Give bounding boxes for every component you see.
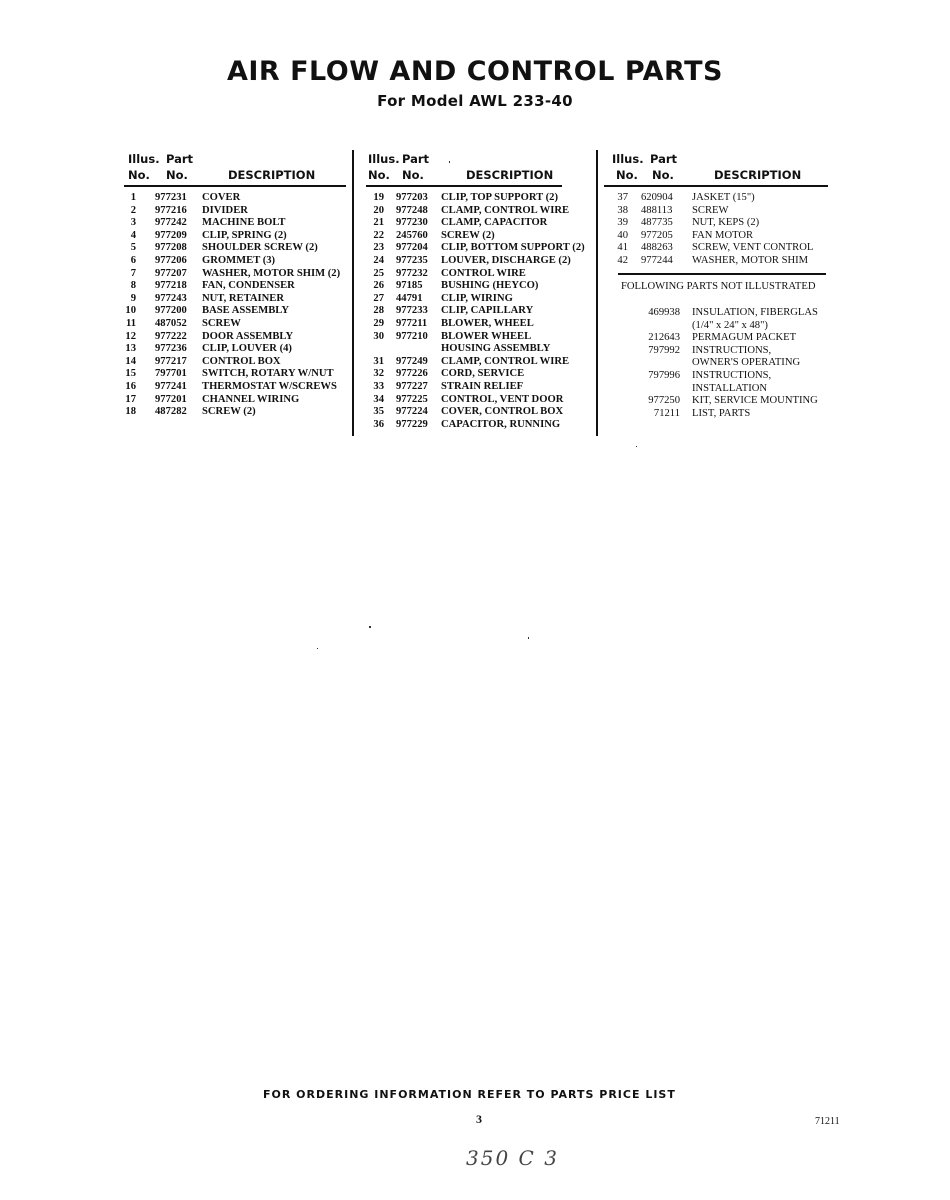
- part-description: CONTROL, VENT DOOR: [441, 393, 564, 405]
- part-description: INSTRUCTIONS,: [692, 369, 772, 381]
- part-description: BLOWER, WHEEL: [441, 317, 534, 329]
- parts-row: [124, 331, 350, 344]
- part-number: 977206: [155, 254, 187, 266]
- header-rule: [124, 185, 346, 187]
- parts-row: [362, 381, 594, 394]
- part-number: 97185: [396, 280, 423, 292]
- part-description: SCREW: [692, 204, 729, 216]
- parts-row: [608, 332, 830, 345]
- part-description: KIT, SERVICE MOUNTING: [692, 395, 818, 407]
- illus-number: 5: [130, 242, 136, 254]
- part-number: 977232: [396, 267, 428, 279]
- parts-row: [608, 370, 830, 383]
- part-number: 488263: [641, 242, 673, 254]
- part-number: 487282: [155, 406, 187, 418]
- part-description: CLIP, WIRING: [441, 292, 513, 304]
- part-description: OWNER'S OPERATING: [692, 357, 801, 369]
- part-number: 469938: [648, 307, 680, 318]
- illus-number: 16: [125, 380, 136, 392]
- parts-row: [124, 343, 350, 356]
- illus-label: Illus.: [128, 152, 160, 166]
- part-description: SCREW, VENT CONTROL: [692, 242, 814, 254]
- parts-row: [362, 305, 594, 318]
- parts-row: [124, 192, 350, 205]
- parts-row: [608, 357, 830, 370]
- part-description: CORD, SERVICE: [441, 368, 525, 380]
- parts-row: [608, 242, 828, 255]
- section-rule: [618, 273, 826, 275]
- illus-number: 42: [617, 254, 628, 266]
- part-description: CLAMP, CONTROL WIRE: [441, 204, 570, 216]
- illus-number: 29: [373, 317, 384, 329]
- column-divider: [596, 150, 598, 436]
- parts-row: [362, 318, 594, 331]
- part-description: PERMAGUM PACKET: [692, 332, 797, 344]
- part-number: 977204: [396, 242, 428, 254]
- part-description: CLIP, CAPILLARY: [441, 305, 534, 317]
- scan-speck: [636, 446, 637, 447]
- illus-number: 27: [373, 292, 384, 304]
- parts-row: [362, 368, 594, 381]
- parts-row: [608, 307, 830, 320]
- part-number: 977242: [155, 217, 187, 229]
- parts-row: [124, 217, 350, 230]
- illus-number: 28: [373, 305, 384, 317]
- no-label: No.: [652, 168, 674, 182]
- description-label: DESCRIPTION: [228, 168, 316, 182]
- part-description: CLIP, LOUVER (4): [202, 343, 292, 355]
- parts-row: [362, 331, 594, 344]
- illus-number: 11: [125, 317, 136, 329]
- part-number: 797996: [648, 369, 680, 381]
- part-description: SCREW: [202, 317, 241, 329]
- part-number: 977222: [155, 330, 187, 342]
- part-number: 977200: [155, 305, 187, 317]
- parts-row: [362, 419, 594, 432]
- part-description: CLAMP, CONTROL WIRE: [441, 355, 570, 367]
- parts-row: [124, 318, 350, 331]
- illus-number: 10: [125, 305, 136, 317]
- parts-row: [124, 242, 350, 255]
- document-code: 71211: [815, 1116, 840, 1127]
- part-number: 977235: [396, 254, 428, 266]
- parts-column-2: [362, 192, 594, 431]
- illus-label: Illus.: [368, 152, 400, 166]
- part-number: 977250: [648, 395, 680, 407]
- parts-row: [362, 406, 594, 419]
- parts-row: [124, 293, 350, 306]
- illus-number: 7: [130, 267, 136, 279]
- part-number: 977230: [396, 217, 428, 229]
- illus-number: 3: [130, 217, 136, 229]
- part-label: Part: [166, 152, 194, 166]
- illus-number: 38: [617, 204, 628, 216]
- part-number: 977203: [396, 192, 428, 203]
- part-number: 977205: [641, 229, 673, 241]
- parts-row: [124, 356, 350, 369]
- part-number: 977229: [396, 418, 428, 430]
- no-label: No.: [616, 168, 638, 182]
- part-number: 977233: [396, 305, 428, 317]
- part-description: LOUVER, DISCHARGE (2): [441, 254, 571, 266]
- scan-speck: [317, 648, 318, 649]
- part-number: 977207: [155, 267, 187, 279]
- description-label: DESCRIPTION: [714, 168, 802, 182]
- part-number: 977243: [155, 292, 187, 304]
- parts-row: [362, 280, 594, 293]
- not-illustrated-list: [608, 307, 830, 420]
- part-description: SHOULDER SCREW (2): [202, 242, 318, 254]
- no-label: No.: [166, 168, 188, 182]
- illus-number: 6: [130, 254, 136, 266]
- parts-row: [124, 280, 350, 293]
- part-label: Part: [402, 152, 430, 166]
- part-description: DIVIDER: [202, 204, 248, 216]
- illus-number: 4: [130, 229, 136, 241]
- part-number: 977225: [396, 393, 428, 405]
- column-3-header: [612, 150, 828, 186]
- parts-row: [124, 381, 350, 394]
- illus-number: 13: [125, 343, 136, 355]
- illus-number: 1: [130, 192, 136, 203]
- parts-row: [608, 255, 828, 268]
- parts-row: [608, 395, 830, 408]
- page-number: 3: [476, 1112, 482, 1126]
- scan-speck: [449, 161, 450, 163]
- part-description: INSTRUCTIONS,: [692, 344, 772, 356]
- part-description: WASHER, MOTOR SHIM (2): [202, 267, 341, 279]
- illus-number: 37: [617, 192, 628, 203]
- illus-number: 25: [373, 267, 384, 279]
- part-number: 977248: [396, 204, 428, 216]
- model-subtitle: For Model AWL 233-40: [377, 92, 573, 110]
- part-number: 797992: [648, 344, 680, 356]
- illus-number: 40: [617, 229, 628, 241]
- header-rule: [366, 185, 562, 187]
- parts-row: [362, 268, 594, 281]
- part-description: MACHINE BOLT: [202, 217, 286, 229]
- header-rule: [604, 185, 828, 187]
- illus-number: 24: [373, 254, 384, 266]
- part-description: CLIP, TOP SUPPORT (2): [441, 192, 558, 203]
- parts-row: [124, 255, 350, 268]
- parts-row: [608, 192, 828, 205]
- parts-row: [124, 406, 350, 419]
- parts-row: [608, 383, 830, 396]
- part-number: 977209: [155, 229, 187, 241]
- not-illustrated-note: FOLLOWING PARTS NOT ILLUSTRATED: [621, 281, 816, 292]
- scan-speck: [528, 637, 529, 639]
- illus-number: 33: [373, 380, 384, 392]
- illus-number: 9: [130, 292, 136, 304]
- part-description: SCREW (2): [202, 406, 256, 418]
- part-number: 487052: [155, 317, 187, 329]
- illus-number: 12: [125, 330, 136, 342]
- parts-row: [608, 230, 828, 243]
- parts-row: [608, 408, 830, 421]
- part-number: 977227: [396, 380, 428, 392]
- part-description: GROMMET (3): [202, 254, 276, 266]
- column-2-header: [366, 150, 586, 186]
- part-number: 488113: [641, 204, 673, 216]
- parts-row: [124, 205, 350, 218]
- parts-row: [362, 217, 594, 230]
- parts-row: [608, 217, 828, 230]
- illus-number: 26: [373, 280, 384, 292]
- part-number: 977224: [396, 406, 428, 418]
- part-number: 977210: [396, 330, 428, 342]
- part-description: NUT, KEPS (2): [692, 217, 760, 229]
- illus-number: 18: [125, 406, 136, 418]
- parts-row: [608, 205, 828, 218]
- part-number: 620904: [641, 192, 673, 203]
- column-divider: [352, 150, 354, 436]
- illus-number: 39: [617, 217, 628, 229]
- illus-number: 15: [125, 368, 136, 380]
- part-description: CLIP, SPRING (2): [202, 229, 287, 241]
- illus-number: 41: [617, 242, 628, 254]
- scan-speck: [369, 626, 371, 628]
- part-number: 977201: [155, 393, 187, 405]
- part-description: CAPACITOR, RUNNING: [441, 418, 561, 430]
- part-description: WASHER, MOTOR SHIM: [692, 254, 809, 266]
- part-label: Part: [650, 152, 678, 166]
- description-label: DESCRIPTION: [466, 168, 554, 182]
- parts-row: [124, 268, 350, 281]
- parts-row: [608, 320, 830, 333]
- part-description: FAN, CONDENSER: [202, 280, 295, 292]
- part-description: BUSHING (HEYCO): [441, 280, 539, 292]
- part-description: SCREW (2): [441, 229, 495, 241]
- illus-number: 35: [373, 406, 384, 418]
- part-description: CLIP, BOTTOM SUPPORT (2): [441, 242, 585, 254]
- illus-number: 8: [130, 280, 136, 292]
- page-title: AIR FLOW AND CONTROL PARTS: [226, 56, 724, 87]
- part-number: 977241: [155, 380, 187, 392]
- illus-number: 23: [373, 242, 384, 254]
- part-number: 245760: [396, 229, 428, 241]
- part-description: CHANNEL WIRING: [202, 393, 300, 405]
- parts-row: [362, 242, 594, 255]
- part-description: CONTROL WIRE: [441, 267, 526, 279]
- part-description: DOOR ASSEMBLY: [202, 330, 294, 342]
- part-description: STRAIN RELIEF: [441, 380, 524, 392]
- illus-number: 2: [130, 204, 136, 216]
- ordering-footer: FOR ORDERING INFORMATION REFER TO PARTS PRICE LIST: [263, 1088, 676, 1101]
- part-description: BASE ASSEMBLY: [202, 305, 290, 317]
- illus-number: 19: [373, 192, 384, 203]
- parts-row: [362, 255, 594, 268]
- part-description: COVER, CONTROL BOX: [441, 406, 564, 418]
- parts-row: [362, 356, 594, 369]
- part-number: 212643: [648, 332, 680, 344]
- part-number: 977231: [155, 192, 187, 203]
- part-description: BLOWER WHEEL: [441, 330, 532, 342]
- column-1-header: [124, 150, 346, 186]
- part-description: CLAMP, CAPACITOR: [441, 217, 548, 229]
- parts-row: [362, 343, 594, 356]
- part-number: 44791: [396, 292, 423, 304]
- illus-number: 20: [373, 204, 384, 216]
- part-description: HOUSING ASSEMBLY: [441, 343, 551, 355]
- part-description: INSULATION, FIBERGLAS: [692, 307, 818, 318]
- parts-row: [362, 205, 594, 218]
- part-description: CONTROL BOX: [202, 355, 281, 367]
- parts-row: [362, 192, 594, 205]
- part-number: 487735: [641, 217, 673, 229]
- illus-number: 22: [373, 229, 384, 241]
- parts-row: [608, 345, 830, 358]
- illus-number: 21: [373, 217, 384, 229]
- part-description: (1/4" x 24" x 48"): [692, 319, 768, 331]
- part-description: THERMOSTAT W/SCREWS: [202, 380, 337, 392]
- parts-row: [362, 394, 594, 407]
- part-description: JASKET (15"): [692, 192, 755, 203]
- parts-row: [362, 230, 594, 243]
- parts-row: [124, 230, 350, 243]
- part-description: FAN MOTOR: [692, 229, 754, 241]
- part-number: 977249: [396, 355, 428, 367]
- part-description: LIST, PARTS: [692, 407, 751, 419]
- no-label: No.: [368, 168, 390, 182]
- no-label: No.: [128, 168, 150, 182]
- part-number: 977216: [155, 204, 187, 216]
- handwritten-note: 350 C 3: [466, 1146, 559, 1170]
- parts-row: [124, 368, 350, 381]
- parts-row: [124, 305, 350, 318]
- illus-number: 31: [373, 355, 384, 367]
- part-number: 977236: [155, 343, 187, 355]
- part-description: COVER: [202, 192, 241, 203]
- part-number: 977218: [155, 280, 187, 292]
- illus-number: 32: [373, 368, 384, 380]
- no-label: No.: [402, 168, 424, 182]
- parts-column-3: [608, 192, 828, 268]
- part-description: INSTALLATION: [692, 382, 768, 394]
- part-number: 71211: [653, 407, 680, 419]
- part-number: 977217: [155, 355, 187, 367]
- illus-label: Illus.: [612, 152, 644, 166]
- parts-column-1: [124, 192, 350, 419]
- illus-number: 34: [373, 393, 384, 405]
- illus-number: 30: [373, 330, 384, 342]
- part-number: 977211: [396, 317, 428, 329]
- parts-row: [362, 293, 594, 306]
- illus-number: 17: [125, 393, 136, 405]
- part-number: 977208: [155, 242, 187, 254]
- illus-number: 36: [373, 418, 384, 430]
- part-number: 977244: [641, 254, 673, 266]
- part-number: 797701: [155, 368, 187, 380]
- parts-row: [124, 394, 350, 407]
- part-number: 977226: [396, 368, 428, 380]
- part-description: SWITCH, ROTARY W/NUT: [202, 368, 334, 380]
- part-description: NUT, RETAINER: [202, 292, 285, 304]
- illus-number: 14: [125, 355, 136, 367]
